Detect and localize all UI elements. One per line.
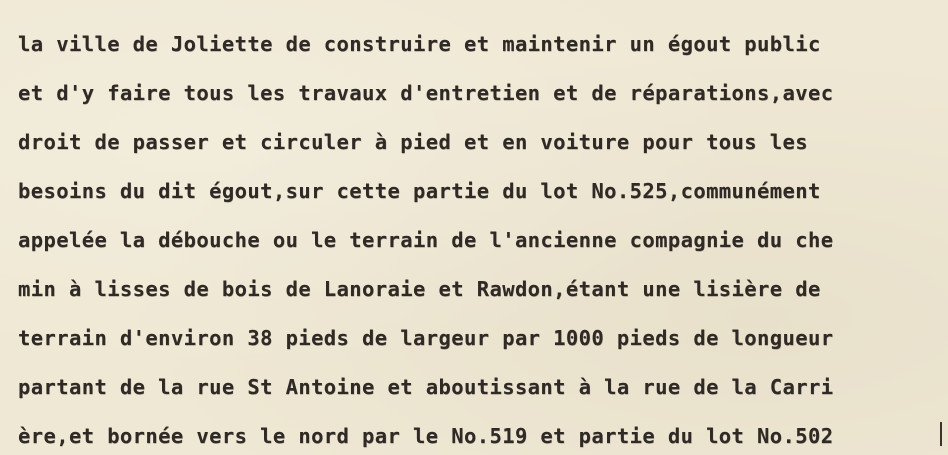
page-edge-mark	[940, 422, 942, 446]
text-line-3: droit de passer et circuler à pied et en voiture pour tous les	[18, 130, 809, 154]
text-line-4: besoins du dit égout,sur cette partie du lot No.525,communément	[18, 179, 821, 203]
text-line-2: et d'y faire tous les travaux d'entretien et de réparations,avec	[18, 81, 834, 105]
text-line-9: ère,et bornée vers le nord par le No.519 et partie du lot No.502	[18, 424, 834, 448]
text-line-1: la ville de Joliette de construire et maintenir un égout public	[18, 32, 821, 56]
text-line-5: appelée la débouche ou le terrain de l'ancienne compagnie du che	[18, 228, 834, 252]
typed-paragraph	[18, 20, 943, 455]
text-line-6: min à lisses de bois de Lanoraie et Rawdon,étant une lisière de	[18, 277, 821, 301]
text-line-7: terrain d'environ 38 pieds de largeur par 1000 pieds de longueur	[18, 326, 834, 350]
text-line-8: partant de la rue St Antoine et aboutissant à la rue de la Carri	[18, 375, 834, 399]
